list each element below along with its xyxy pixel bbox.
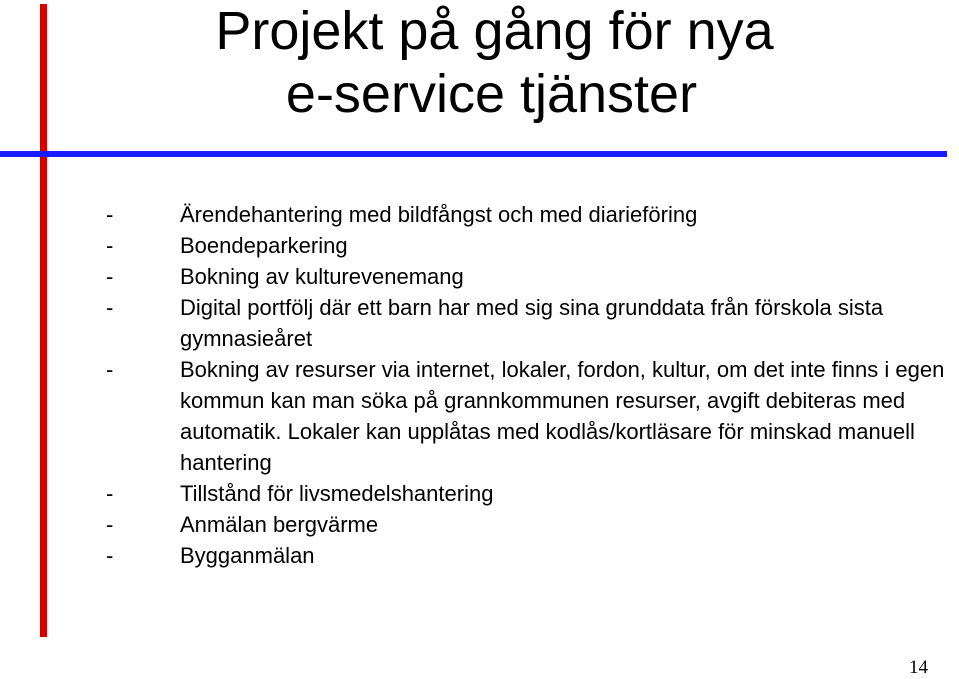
- title-underline-rule: [0, 151, 947, 157]
- list-item-text: Digital portfölj där ett barn har med sig sina grunddata från förskola sista gymnasieåret: [180, 295, 884, 351]
- bullet-dash: -: [106, 543, 114, 568]
- bullet-dash: -: [106, 264, 114, 289]
- bullet-dash: -: [106, 202, 114, 227]
- list-item-text: Boendeparkering: [180, 233, 348, 258]
- list-item-text: Bokning av kulturevenemang: [180, 264, 464, 289]
- list-item: [106, 230, 956, 261]
- list-item-text: Tillstånd för livsmedelshantering: [180, 481, 494, 506]
- page-number: 14: [909, 657, 928, 678]
- slide-title-line-2: e-service tjänster: [285, 64, 698, 124]
- list-item: [106, 478, 956, 509]
- bullet-list: [106, 199, 956, 571]
- bullet-dash: -: [106, 357, 114, 382]
- list-item: [106, 540, 956, 571]
- bullet-dash: -: [106, 481, 114, 506]
- bullet-dash: -: [106, 512, 114, 537]
- list-item: [106, 354, 956, 478]
- list-item-text: Anmälan bergvärme: [180, 512, 379, 537]
- slide-title-line-1: Projekt på gång för nya: [215, 1, 774, 61]
- list-item: [106, 509, 956, 540]
- bullet-dash: -: [106, 233, 114, 258]
- slide-title: [0, 0, 959, 126]
- bullet-dash: -: [106, 295, 114, 320]
- list-item-text: Ärendehantering med bildfångst och med diarieföring: [180, 202, 698, 227]
- list-item: [106, 261, 956, 292]
- list-item: [106, 199, 956, 230]
- list-item-text: Bygganmälan: [180, 543, 315, 568]
- list-item: [106, 292, 956, 354]
- list-item-text: Bokning av resurser via internet, lokaler, fordon, kultur, om det inte finns i egen kommun kan man söka på grannkommunen resurser, avgift debiteras med automatik. Lokaler kan upplåtas med kodlås/kortläsare för minskad manuell hantering: [180, 357, 945, 475]
